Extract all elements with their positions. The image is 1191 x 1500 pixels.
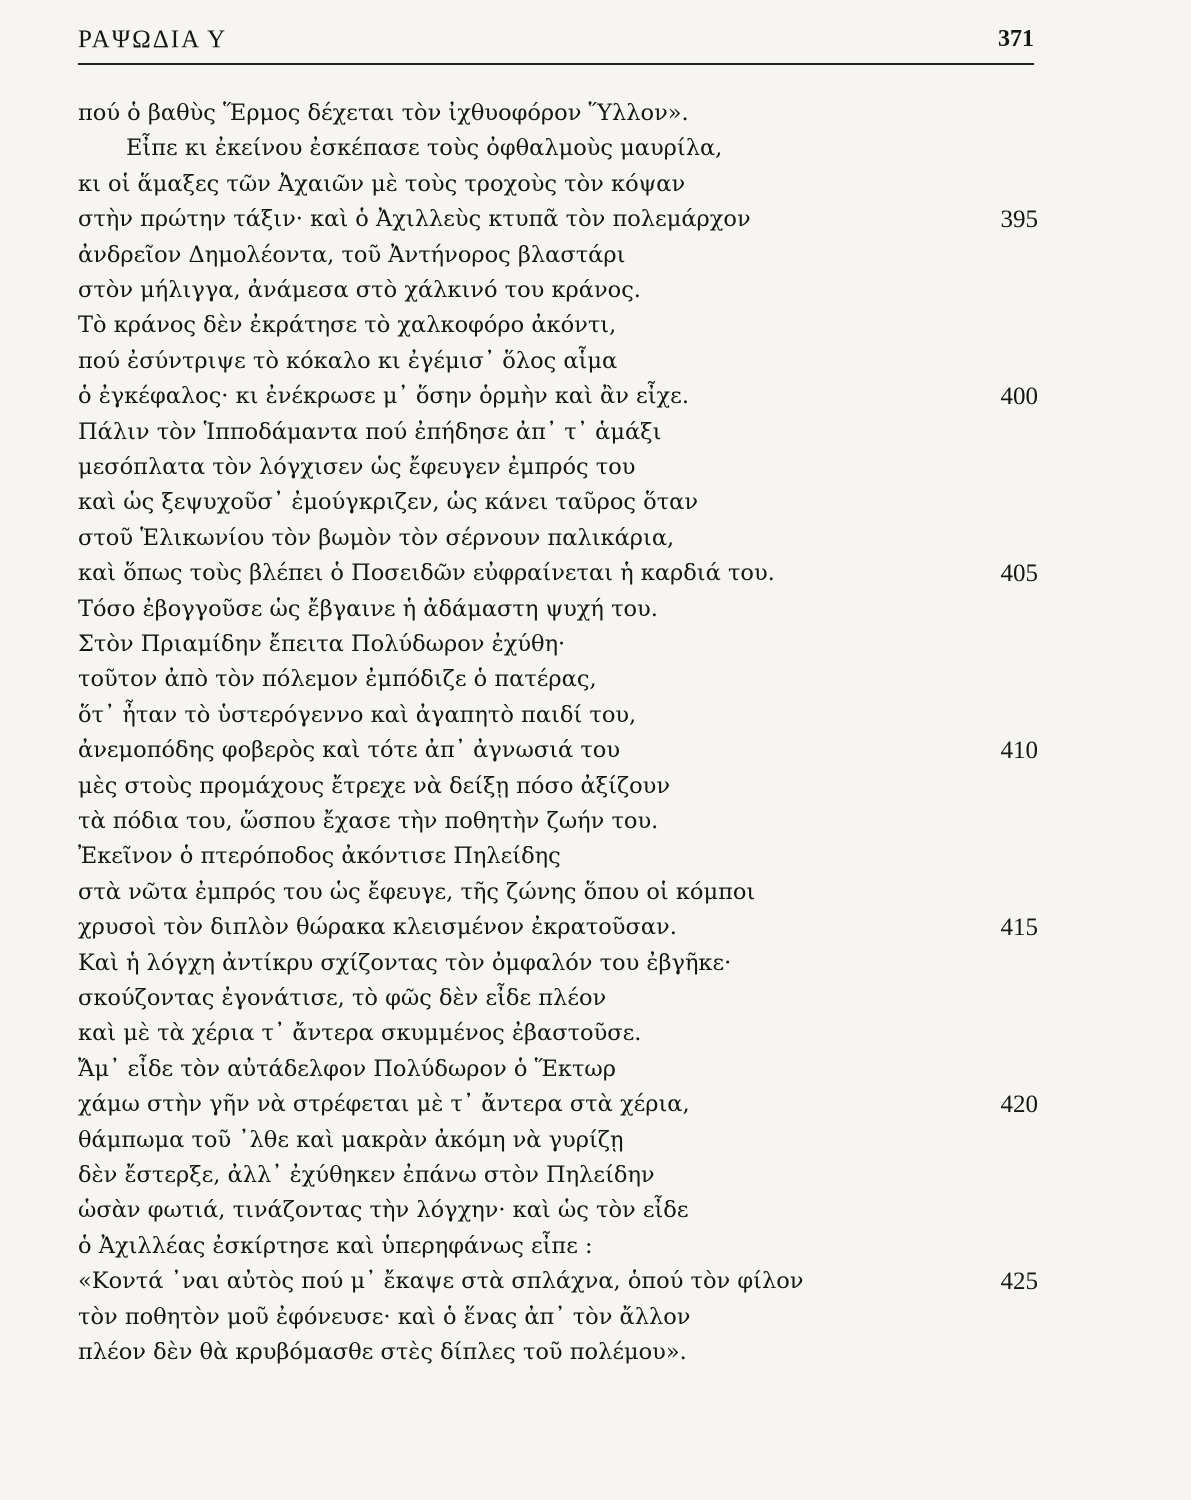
verse-line	[78, 131, 1038, 166]
verse-text: μὲς στοὺς προμάχους ἔτρεχε νὰ δείξῃ πόσο ἀξίζουν	[78, 772, 671, 799]
line-number: 410	[1000, 737, 1038, 765]
line-number: 395	[1000, 206, 1038, 234]
verse-text: στὴν πρώτην τάξιν· καὶ ὁ Ἀχιλλεὺς κτυπᾶ τὸν πολεμάρχον	[78, 206, 751, 233]
verse-line	[78, 627, 1038, 662]
verse-line	[78, 592, 1038, 627]
verse-text: μεσόπλατα τὸν λόγχισεν ὡς ἔφευγεν ἐμπρός του	[78, 454, 636, 480]
verse-line	[78, 308, 1038, 343]
verse-text: Καὶ ἡ λόγχη ἀντίκρυ σχίζοντας τὸν ὀμφαλόν του ἐβγῆκε·	[78, 949, 732, 976]
verse-text: σκούζοντας ἐγονάτισε, τὸ φῶς δὲν εἶδε πλέον	[78, 985, 607, 1011]
verse-text: χρυσοὶ τὸν διπλὸν θώρακα κλεισμένον ἐκρατοῦσαν.	[78, 914, 677, 941]
verse-text: Τὸ κράνος δὲν ἐκράτησε τὸ χαλκοφόρο ἀκόντι,	[78, 312, 617, 339]
verse-line	[78, 273, 1038, 308]
verse-text: στὰ νῶτα ἐμπρός του ὡς ἔφευγε, τῆς ζώνης ὅπου οἱ κόμποι	[78, 878, 756, 905]
verse-line	[78, 556, 1038, 591]
verse-text: δὲν ἔστερξε, ἀλλ᾽ ἐχύθηκεν ἐπάνω στὸν Πηλείδην	[78, 1162, 655, 1188]
verse-text: Ἐκεῖνον ὁ πτερόποδος ἀκόντισε Πηλείδης	[78, 843, 561, 870]
verse-text: κι οἱ ἅμαξες τῶν Ἀχαιῶν μὲ τοὺς τροχοὺς τὸν κόψαν	[78, 170, 686, 197]
verse-line	[78, 1087, 1038, 1122]
verse-text: χάμω στὴν γῆν νὰ στρέφεται μὲ τ᾽ ἄντερα στὰ χέρια,	[78, 1091, 690, 1118]
verse-text: τὰ πόδια του, ὥσπου ἔχασε τὴν ποθητὴν ζωήν του.	[78, 808, 659, 834]
verse-line	[78, 1193, 1038, 1228]
verse-line	[78, 167, 1038, 202]
line-number: 400	[1000, 383, 1038, 411]
verse-line	[78, 946, 1038, 981]
verse-line	[78, 1158, 1038, 1193]
verse-text: καὶ ὡς ξεψυχοῦσ᾽ ἐμούγκριζεν, ὡς κάνει ταῦρος ὅταν	[78, 489, 699, 516]
line-number: 405	[1000, 560, 1038, 588]
verse-line	[78, 733, 1038, 768]
verse-line	[78, 981, 1038, 1016]
verse-text: στὸν μήλιγγα, ἀνάμεσα στὸ χάλκινό του κράνος.	[78, 277, 641, 303]
verse-line	[78, 344, 1038, 379]
verse-text: πλέον δὲν θὰ κρυβόμασθε στὲς δίπλες τοῦ πολέμου».	[78, 1339, 687, 1365]
verse-line	[78, 521, 1038, 556]
verse-text: ὁ ἐγκέφαλος· κι ἐνέκρωσε μ᾽ ὅσην ὁρμὴν καὶ ἂν εἶχε.	[78, 383, 689, 410]
verse-text: «Κοντά ᾽ναι αὐτὸς πού μ᾽ ἔκαψε στὰ σπλάχνα, ὁπού τὸν φίλον	[78, 1268, 804, 1295]
verse-text: Στὸν Πριαμίδην ἔπειτα Πολύδωρον ἐχύθη·	[78, 631, 566, 657]
verse-text: Τόσο ἐβογγοῦσε ὡς ἔβγαινε ἡ ἀδάμαστη ψυχή του.	[78, 595, 658, 622]
verse-line	[78, 1300, 1038, 1335]
verse-text: καὶ ὅπως τοὺς βλέπει ὁ Ποσειδῶν εὐφραίνεται ἡ καρδιά του.	[78, 560, 775, 587]
line-number: 425	[1000, 1268, 1038, 1296]
verse-text: ὅτ᾽ ἦταν τὸ ὑστερόγεννο καὶ ἀγαπητὸ παιδί του,	[78, 701, 637, 728]
verse-text: τοῦτον ἀπὸ τὸν πόλεμον ἐμπόδιζε ὁ πατέρας,	[78, 666, 597, 693]
verse-text: ὡσὰν φωτιά, τινάζοντας τὴν λόγχην· καὶ ὡς τὸν εἶδε	[78, 1197, 689, 1224]
verse-line	[78, 1016, 1038, 1051]
line-number: 420	[1000, 1091, 1038, 1119]
verse-line	[78, 839, 1038, 874]
verse-line	[78, 202, 1038, 237]
verse-line	[78, 379, 1038, 414]
verse-text: Πάλιν τὸν Ἱπποδάμαντα πού ἐπήδησε ἀπ᾽ τ᾽ ἁμάξι	[78, 418, 662, 445]
verse-line	[78, 804, 1038, 839]
running-title: ΡΑΨΩΔΙΑ Υ	[78, 26, 228, 53]
verse-line	[78, 910, 1038, 945]
verse-text: Ἄμ᾽ εἶδε τὸν αὐτάδελφον Πολύδωρον ὁ Ἕκτωρ	[78, 1055, 616, 1082]
verse-line	[78, 1335, 1038, 1370]
verse-line	[78, 96, 1038, 131]
verse-line	[78, 1123, 1038, 1158]
verse-text: ὁ Ἀχιλλέας ἐσκίρτησε καὶ ὑπερηφάνως εἶπε :	[78, 1232, 593, 1259]
verse-line	[78, 485, 1038, 520]
running-head	[78, 26, 1034, 62]
verse-text: Εἶπε κι ἐκείνου ἐσκέπασε τοὺς ὀφθαλμοὺς μαυρίλα,	[126, 135, 723, 162]
verse-line	[78, 415, 1038, 450]
verse-line	[78, 662, 1038, 697]
verse-text: ἀνδρεῖον Δημολέοντα, τοῦ Ἀντήνορος βλαστάρι	[78, 241, 626, 268]
verse-line	[78, 1052, 1038, 1087]
verse-line	[78, 1264, 1038, 1299]
verse-text: θάμπωμα τοῦ ᾽λθε καὶ μακρὰν ἀκόμη νὰ γυρίζῃ	[78, 1126, 624, 1153]
verse-text: στοῦ Ἑλικωνίου τὸν βωμὸν τὸν σέρνουν παλικάρια,	[78, 524, 675, 551]
verse-line	[78, 875, 1038, 910]
verse-line	[78, 769, 1038, 804]
verse-line	[78, 698, 1038, 733]
verse-line	[78, 238, 1038, 273]
verse-text: πού ὁ βαθὺς Ἕρμος δέχεται τὸν ἰχθυοφόρον Ὕλλον».	[78, 100, 689, 126]
verse-text: καὶ μὲ τὰ χέρια τ᾽ ἄντερα σκυμμένος ἐβαστοῦσε.	[78, 1020, 642, 1047]
verse-text: ἀνεμοπόδης φοβερὸς καὶ τότε ἀπ᾽ ἀγνωσιά του	[78, 737, 621, 764]
header-rule	[78, 63, 1034, 65]
line-number: 415	[1000, 914, 1038, 942]
page-number: 371	[998, 26, 1034, 52]
verse-text: τὸν ποθητὸν μοῦ ἐφόνευσε· καὶ ὁ ἕνας ἀπ᾽ τὸν ἄλλον	[78, 1303, 691, 1330]
verse-line	[78, 1229, 1038, 1264]
verse-text: πού ἐσύντριψε τὸ κόκαλο κι ἐγέμισ᾽ ὅλος αἷμα	[78, 347, 618, 374]
verse-line	[78, 450, 1038, 485]
